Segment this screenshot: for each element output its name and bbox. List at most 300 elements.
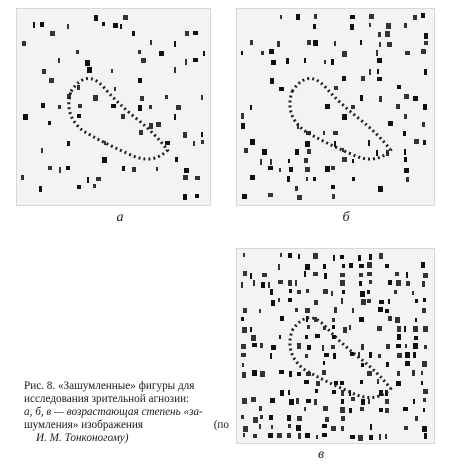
noise-dot [359, 273, 363, 277]
noise-dot [67, 24, 69, 29]
noise-dot [379, 42, 381, 47]
noise-dot [413, 15, 417, 20]
noise-dot [396, 344, 401, 348]
noise-dot [404, 426, 408, 430]
noise-dot [413, 343, 418, 349]
noise-dot [93, 184, 96, 188]
noise-dot [174, 67, 176, 73]
noise-dot [241, 123, 245, 129]
noise-dot [304, 158, 308, 163]
noise-dot [350, 24, 354, 30]
noise-dot [369, 352, 372, 358]
noise-dot [414, 336, 418, 340]
noise-dot [359, 281, 362, 286]
noise-dot [387, 42, 392, 47]
noise-dot [66, 166, 70, 170]
noise-dot [49, 78, 54, 83]
noise-dot [297, 343, 301, 349]
noise-dot [241, 317, 244, 321]
noise-dot [325, 104, 330, 109]
noise-dot [296, 14, 300, 20]
noise-dot [352, 177, 355, 181]
noise-dot [241, 353, 246, 357]
noise-dot [78, 104, 82, 108]
noise-dot [176, 105, 181, 110]
noise-dot [287, 433, 291, 438]
noise-dot [120, 24, 122, 29]
noise-dot [413, 352, 416, 358]
noise-dot [296, 425, 301, 431]
noise-dot [250, 273, 252, 279]
noise-dot [298, 254, 300, 259]
noise-dot [340, 280, 345, 286]
noise-dot [58, 105, 61, 109]
noise-dot [323, 289, 328, 294]
noise-dot [268, 433, 273, 438]
noise-dot [350, 15, 355, 19]
noise-dot [295, 186, 298, 191]
noise-dot [242, 363, 244, 367]
noise-dot [260, 415, 263, 419]
noise-dot [304, 380, 309, 384]
noise-dot [323, 131, 325, 135]
noise-dot [341, 399, 344, 404]
noise-dot [195, 194, 199, 198]
noise-dot [305, 264, 310, 270]
noise-dot [422, 281, 425, 287]
noise-dot [378, 307, 383, 312]
noise-dot [111, 69, 113, 73]
noise-dot [422, 361, 427, 367]
noise-dot [21, 175, 24, 180]
noise-dot [385, 31, 390, 37]
noise-dot [349, 325, 351, 330]
noise-dot [397, 326, 401, 332]
noise-dot [406, 281, 410, 286]
noise-dot [423, 298, 426, 302]
noise-dot [58, 58, 60, 63]
noise-dot [288, 424, 291, 428]
figure-panel-b [236, 8, 435, 206]
noise-dot [396, 381, 401, 386]
noise-dot [351, 397, 355, 401]
noise-dot [424, 345, 427, 349]
noise-dot [342, 157, 347, 162]
noise-image-b [237, 9, 434, 205]
noise-dot [322, 345, 324, 351]
noise-dot [314, 300, 318, 305]
noise-dot [165, 95, 168, 99]
noise-dot [325, 417, 329, 422]
noise-dot [140, 96, 144, 101]
noise-dot [104, 141, 106, 145]
noise-dot [413, 96, 418, 101]
noise-dot [243, 426, 248, 432]
noise-dot [379, 434, 381, 440]
noise-dot [185, 31, 189, 36]
noise-dot [306, 289, 309, 293]
noise-dot [423, 140, 426, 145]
noise-dot [385, 399, 389, 404]
noise-dot [415, 299, 418, 303]
noise-dot [261, 282, 265, 288]
noise-dot [203, 51, 205, 56]
noise-dot [138, 50, 141, 54]
noise-dot [378, 354, 381, 358]
noise-dot [340, 407, 345, 413]
noise-dot [268, 282, 270, 288]
noise-dot [405, 51, 410, 55]
noise-dot [260, 159, 262, 165]
noise-dot [333, 353, 336, 359]
noise-dot [288, 298, 292, 302]
noise-dot [316, 435, 318, 439]
noise-dot [288, 390, 290, 395]
noise-dot [270, 159, 272, 165]
noise-dot [242, 194, 247, 199]
noise-dot [404, 23, 407, 28]
noise-dot [289, 371, 292, 377]
noise-dot [156, 167, 158, 171]
noise-dot [340, 255, 344, 259]
noise-dot [385, 264, 389, 268]
noise-dot [424, 433, 427, 439]
noise-dot [174, 114, 176, 120]
noise-dot [349, 263, 353, 268]
noise-dot [295, 280, 297, 286]
noise-dot [325, 166, 330, 172]
noise-dot [48, 166, 52, 170]
noise-dot [277, 433, 282, 438]
noise-dot [139, 130, 143, 135]
noise-dot [367, 290, 370, 294]
noise-dot [324, 273, 327, 279]
noise-dot [243, 271, 247, 276]
noise-dot [252, 370, 257, 376]
noise-dot [150, 40, 152, 45]
noise-dot [359, 264, 364, 268]
noise-dot [314, 317, 317, 322]
noise-dot [360, 407, 364, 411]
noise-dot [77, 114, 81, 118]
noise-dot [304, 407, 306, 411]
noise-dot [385, 309, 389, 313]
noise-dot [271, 60, 276, 65]
noise-dot [377, 58, 382, 63]
noise-dot [421, 381, 423, 385]
noise-dot [270, 78, 274, 84]
noise-dot [421, 262, 425, 268]
noise-dot [385, 434, 387, 439]
noise-dot [397, 371, 400, 376]
noise-dot [379, 408, 383, 412]
hidden-figure-contour [69, 78, 168, 159]
noise-dot [132, 167, 136, 172]
noise-dot [314, 399, 317, 405]
noise-dot [340, 273, 345, 277]
noise-dot [279, 335, 281, 339]
noise-dot [361, 76, 365, 81]
noise-dot [261, 51, 264, 55]
noise-dot [422, 122, 425, 127]
noise-dot [367, 299, 371, 303]
noise-dot [386, 23, 391, 29]
noise-dot [352, 159, 354, 163]
noise-dot [304, 271, 306, 277]
noise-dot [297, 195, 302, 200]
noise-dot [331, 345, 335, 349]
noise-dot [360, 95, 363, 101]
noise-dot [270, 289, 273, 295]
noise-dot [386, 362, 389, 367]
noise-dot [369, 435, 373, 440]
noise-dot [76, 50, 79, 54]
noise-dot [350, 435, 355, 439]
noise-dot [159, 51, 164, 56]
noise-dot [403, 131, 406, 136]
noise-dot [193, 31, 198, 35]
noise-dot [342, 76, 346, 81]
noise-dot [251, 397, 256, 402]
noise-dot [77, 85, 80, 90]
noise-dot [413, 326, 418, 332]
noise-dot [421, 371, 423, 375]
noise-dot [394, 290, 397, 294]
noise-dot [315, 334, 320, 338]
noise-dot [67, 141, 70, 146]
noise-dot [315, 389, 318, 393]
noise-dot [360, 380, 363, 384]
noise-dot [113, 23, 118, 28]
noise-dot [313, 40, 318, 46]
noise-dot [424, 69, 427, 75]
noise-dot [324, 353, 329, 357]
noise-dot [141, 58, 146, 63]
noise-dot [183, 175, 188, 180]
noise-dot [323, 361, 325, 365]
noise-dot [269, 415, 273, 420]
noise-dot [331, 166, 335, 170]
noise-dot [123, 15, 128, 20]
noise-dot [404, 94, 409, 99]
noise-dot [316, 381, 320, 386]
noise-dot [332, 390, 336, 394]
noise-dot [241, 282, 243, 288]
noise-dot [175, 157, 178, 162]
noise-dot [252, 343, 257, 347]
noise-dot [201, 140, 204, 144]
noise-dot [307, 40, 311, 45]
noise-dot [361, 399, 365, 405]
noise-dot [386, 344, 390, 349]
noise-dot [278, 280, 283, 284]
noise-dot [195, 176, 200, 180]
noise-dot [379, 96, 382, 102]
noise-dot [242, 327, 247, 333]
noise-dot [405, 344, 407, 348]
noise-dot [165, 141, 170, 145]
noise-dot [396, 104, 400, 109]
noise-dot [423, 104, 427, 110]
noise-dot [244, 148, 248, 153]
noise-dot [306, 399, 311, 403]
noise-dot [314, 14, 317, 19]
noise-dot [201, 132, 203, 137]
noise-dot [396, 280, 401, 286]
noise-dot [397, 334, 401, 340]
noise-dot [378, 186, 383, 192]
noise-dot [259, 309, 261, 313]
noise-dot [358, 255, 361, 261]
noise-dot [395, 317, 400, 323]
noise-dot [369, 280, 372, 284]
noise-dot [288, 280, 292, 286]
noise-dot [94, 15, 98, 21]
noise-dot [85, 60, 90, 66]
noise-dot [40, 22, 44, 27]
noise-dot [102, 22, 105, 26]
noise-dot [379, 300, 384, 304]
noise-dot [268, 193, 273, 197]
noise-dot [288, 159, 290, 163]
noise-dot [369, 69, 371, 75]
noise-dot [313, 253, 318, 259]
noise-dot [289, 289, 292, 293]
noise-dot [305, 354, 308, 358]
noise-dot [305, 335, 308, 339]
noise-dot [378, 32, 381, 37]
noise-dot [413, 399, 415, 404]
noise-dot [156, 122, 161, 127]
noise-dot [22, 41, 26, 46]
noise-dot [361, 363, 364, 367]
noise-dot [242, 398, 247, 404]
noise-dot [414, 139, 419, 144]
noise-dot [397, 353, 402, 358]
noise-dot [415, 318, 417, 322]
noise-dot [270, 398, 275, 403]
noise-dot [367, 371, 372, 376]
caption-line-2: исследования зрительной агнозии: [24, 393, 190, 405]
noise-dot [102, 157, 107, 163]
noise-dot [253, 434, 257, 438]
noise-dot [376, 50, 378, 56]
noise-dot [259, 406, 262, 411]
noise-dot [183, 132, 187, 138]
noise-dot [241, 344, 246, 349]
noise-dot [379, 253, 383, 259]
noise-dot [307, 345, 311, 350]
noise-dot [334, 307, 337, 313]
noise-dot [313, 272, 318, 276]
noise-dot [39, 186, 42, 192]
noise-dot [193, 58, 198, 62]
figure-panel-v [236, 248, 435, 444]
noise-dot [368, 399, 370, 404]
noise-dot [243, 308, 247, 313]
noise-dot [271, 425, 273, 429]
noise-dot [77, 185, 81, 189]
noise-dot [96, 177, 101, 181]
noise-dot [377, 77, 382, 81]
noise-dot [250, 105, 252, 110]
noise-dot [323, 264, 326, 269]
noise-dot [242, 372, 246, 378]
noise-dot [415, 416, 418, 421]
noise-dot [271, 345, 276, 350]
noise-dot [405, 352, 410, 358]
noise-dot [201, 95, 203, 100]
noise-dot [287, 176, 290, 182]
noise-dot [286, 58, 289, 64]
noise-dot [331, 426, 336, 431]
noise-dot [287, 415, 291, 421]
noise-dot [298, 433, 301, 439]
noise-dot [278, 298, 280, 302]
noise-dot [243, 253, 245, 257]
noise-dot [377, 326, 382, 331]
noise-dot [377, 69, 379, 74]
noise-dot [423, 398, 426, 402]
panel-label-v: в [317, 447, 325, 462]
noise-dot [269, 49, 274, 54]
noise-dot [184, 168, 189, 173]
noise-dot [174, 41, 176, 47]
caption-line-4a: шумления» изображения [24, 419, 144, 431]
noise-dot [342, 114, 347, 120]
noise-dot [193, 141, 195, 146]
noise-dot [305, 308, 310, 313]
noise-dot [271, 300, 275, 306]
noise-dot [288, 253, 292, 258]
noise-dot [268, 166, 273, 170]
noise-dot [331, 59, 334, 65]
noise-dot [424, 41, 428, 45]
noise-dot [369, 254, 372, 260]
noise-dot [322, 433, 327, 437]
noise-dot [377, 379, 379, 384]
noise-dot [421, 13, 425, 18]
noise-dot [149, 105, 152, 109]
noise-dot [331, 185, 335, 189]
noise-dot [280, 15, 282, 19]
noise-dot [334, 41, 336, 46]
noise-dot [305, 167, 310, 172]
noise-dot [395, 272, 399, 276]
noise-dot [313, 24, 316, 29]
noise-dot [422, 308, 426, 313]
noise-dot [342, 51, 347, 57]
noise-dot [250, 40, 253, 45]
noise-dot [340, 381, 344, 385]
noise-dot [280, 253, 282, 257]
noise-dot [352, 308, 354, 313]
noise-dot [279, 370, 284, 374]
noise-dot [367, 262, 372, 268]
noise-dot [277, 41, 280, 47]
noise-dot [250, 327, 252, 332]
noise-dot [403, 407, 408, 411]
noise-dot [367, 272, 372, 276]
noise-dot [260, 371, 265, 377]
noise-dot [404, 114, 407, 119]
noise-dot [122, 166, 125, 171]
noise-dot [289, 167, 293, 172]
noise-dot [349, 408, 352, 413]
noise-dot [369, 14, 374, 19]
noise-dot [423, 408, 425, 412]
noise-dot [251, 335, 256, 341]
